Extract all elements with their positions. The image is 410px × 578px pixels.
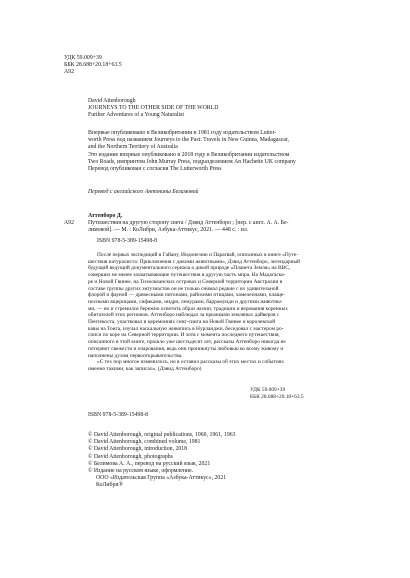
header-codes xyxy=(64,55,122,77)
catalog-isbn: ISBN 978-5-389-15498-8 xyxy=(97,237,158,244)
translator-prefix: Перевод с английского xyxy=(88,189,144,195)
annotation-line: наполнены духом первооткрывательства. xyxy=(88,352,183,359)
original-author: David Attenborough xyxy=(88,98,136,104)
copyright-line: ООО «Издательская Группа «Азбука-Аттикус», 2021 xyxy=(96,475,227,482)
annotation-line: совершил не менее захватывающие путешествия в другую часть мира. На Мадагаска- xyxy=(88,272,286,279)
original-subtitle: Further Adventures of a Young Naturalist xyxy=(88,112,184,119)
publication-line: Впервые опубликовано в Великобритании в 1981 году издательством Lutter- xyxy=(88,130,277,136)
copyright-line: КоЛибри® xyxy=(96,482,123,489)
copyright-line: © David Attenborough, original publications, 1960, 1961, 1963 xyxy=(88,432,236,438)
publication-line: worth Press под названием Journeys to the Past: Travels in New Guinea, Madagascar, xyxy=(88,137,289,144)
publication-line: and the Northern Territory of Australia xyxy=(88,144,178,151)
annotation-line: шествия натуралиста: Приключения с дикими животными», Дэвид Аттенборо, легендарный xyxy=(88,258,301,265)
catalog-author: Аттенборо Д. xyxy=(88,213,123,219)
original-title: JOURNEYS TO THE OTHER SIDE OF THE WORLD xyxy=(88,105,219,112)
annotation-line: будущий ведущий документального сериала о дикой природе «Планета Земля» на BBC, xyxy=(88,265,291,272)
annotation-line: кавы на Тонга, изучал наскальную живопись в Нурланджи, беседовал с мастером ро- xyxy=(88,325,284,332)
catalog-line: лимовой]. — М. : КоЛибри, Азбука-Аттикус, 2021. — 448 с. : ил. xyxy=(88,227,249,234)
quote-line: именно такими, как записал». (Дэвид Аттенборо) xyxy=(88,365,202,372)
copyright-block xyxy=(88,432,236,490)
annotation-line: потеряют свежести и очарования, ведь они проникнуты любовью ко всему живому и xyxy=(88,345,284,352)
annotation-line: обитателей этих регионов. Аттенборо наблюдал за прыжками земляных дайверов с xyxy=(88,312,280,319)
annotation-line: ми, — но и стремился бережно осветить образ жизни, традиции и верования коренных xyxy=(88,305,288,312)
annotation-line: составе группы других энтузиастов он не только снимал редкие с их удивительной xyxy=(88,285,279,292)
publication-line: Two Roads, импринтом John Murray Press, подразделением An Hachette UK company xyxy=(88,158,296,165)
catalog-line: Путешествия на другую сторону света / Дэвид Аттенборо ; [пер. с англ. А. А. Бе- xyxy=(88,220,289,227)
translator-line xyxy=(88,189,198,196)
publication-note xyxy=(88,130,358,173)
annotation-line: носными ящерицами, сифаками, индри, лемурами, баррамунди и другими животны- xyxy=(88,298,283,305)
annotation-line: флорой и фауной — древесными питонами, райскими птицами, хамелеонами, плаще- xyxy=(88,292,285,299)
annotation-line: списи по коре на Северной территории. И хотя с момента последнего путешествия, xyxy=(88,332,280,339)
publication-line: Это издание впервые опубликовано в 2018 году в Великобритании издательством xyxy=(88,151,290,158)
original-title-block xyxy=(88,98,218,120)
copyright-line: © David Attenborough, combined volume, 1981 xyxy=(88,439,201,446)
catalog-entry xyxy=(64,213,364,245)
annotation-line: описанного в этой книге, прошло уже шестьдесят лет, рассказы Аттенборо никогда не xyxy=(88,339,286,346)
copyright-line: © Издание на русском языке, оформление. xyxy=(88,468,194,475)
annotation-line: ре и Новой Гвинее, на Тихоокеанских островах и Северной территории Австралии в xyxy=(88,278,283,285)
udk-code: УДК 59.009+39 xyxy=(64,55,102,61)
annotation-line: Пентекоста, участвовал в церемониях синг-синга на Новой Гвинее и королевской xyxy=(88,319,276,326)
footer-udk: УДК 59.009+39 xyxy=(250,387,286,393)
translator-name: Антонины Белимовой xyxy=(144,189,199,195)
copyright-line: © David Attenborough, photographs xyxy=(88,453,173,460)
quote-line: «С тех пор многое изменилось, но я оставил рассказы об этих местах и событиях xyxy=(97,359,284,366)
bbk-code: ББК 28.688+20.18+63.5 xyxy=(64,62,122,69)
copyright-line: © David Attenborough, introduction, 2018 xyxy=(88,446,188,453)
footer-codes xyxy=(250,387,350,400)
annotation xyxy=(88,252,350,373)
author-code: А92 xyxy=(64,69,74,76)
publication-line: Перевод опубликован с согласия The Lutterworth Press xyxy=(88,166,222,173)
catalog-code: А92 xyxy=(64,220,74,227)
footer-bbk: ББК 28.688+20.18+63.5 xyxy=(250,393,304,400)
annotation-line: После первых экспедиций в Гайану, Индонезию и Парагвай, описанных в книге «Путе- xyxy=(97,252,298,258)
copyright-line: © Белимова А. А., перевод на русский язык, 2021 xyxy=(88,460,211,467)
isbn-bottom: ISBN 978-5-389-15498-8 xyxy=(88,412,149,418)
